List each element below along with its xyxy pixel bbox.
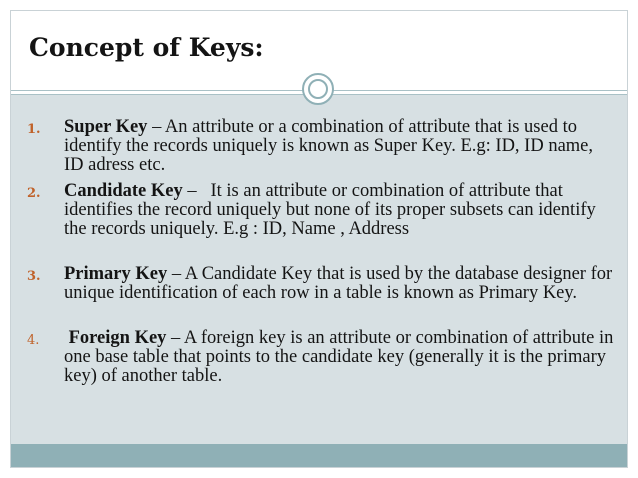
slide-title: Concept of Keys:	[29, 33, 264, 62]
inner-circle-icon	[308, 79, 328, 99]
description-primary-key: – A Candidate Key that is used by the database designer for unique identification of each row in a table is known as Primary Key.	[64, 264, 613, 303]
list-number: 4.	[27, 333, 40, 348]
term-primary-key: Primary Key	[64, 264, 168, 284]
list-number: 3.	[27, 269, 41, 284]
list-item-text	[64, 329, 616, 386]
list-item-text	[64, 265, 616, 303]
content-panel	[11, 95, 627, 446]
description-candidate-key: – It is an attribute or combination of attribute that identifies the record uniquely but none of its proper subsets can identify the records uniquely. E.g : ID, Name , Address	[64, 181, 601, 239]
list-item-text	[64, 118, 616, 175]
term-foreign-key: Foreign Key	[64, 328, 167, 348]
list-item-text	[64, 182, 616, 239]
list-number: 1.	[27, 122, 41, 137]
term-candidate-key: Candidate Key	[64, 181, 183, 201]
description-super-key: – An attribute or a combination of attribute that is used to identify the records uniquely is known as Super Key. E.g: ID, ID name, ID adress etc.	[64, 117, 594, 175]
circle-ornament-icon	[302, 73, 334, 105]
list-number: 2.	[27, 186, 41, 201]
bottom-band	[11, 444, 627, 467]
slide	[10, 10, 628, 468]
term-super-key: Super Key	[64, 117, 148, 137]
description-foreign-key: – A foreign key is an attribute or combination of attribute in one base table that points to the candidate key (generally it is the primary key) of another table.	[64, 328, 614, 386]
